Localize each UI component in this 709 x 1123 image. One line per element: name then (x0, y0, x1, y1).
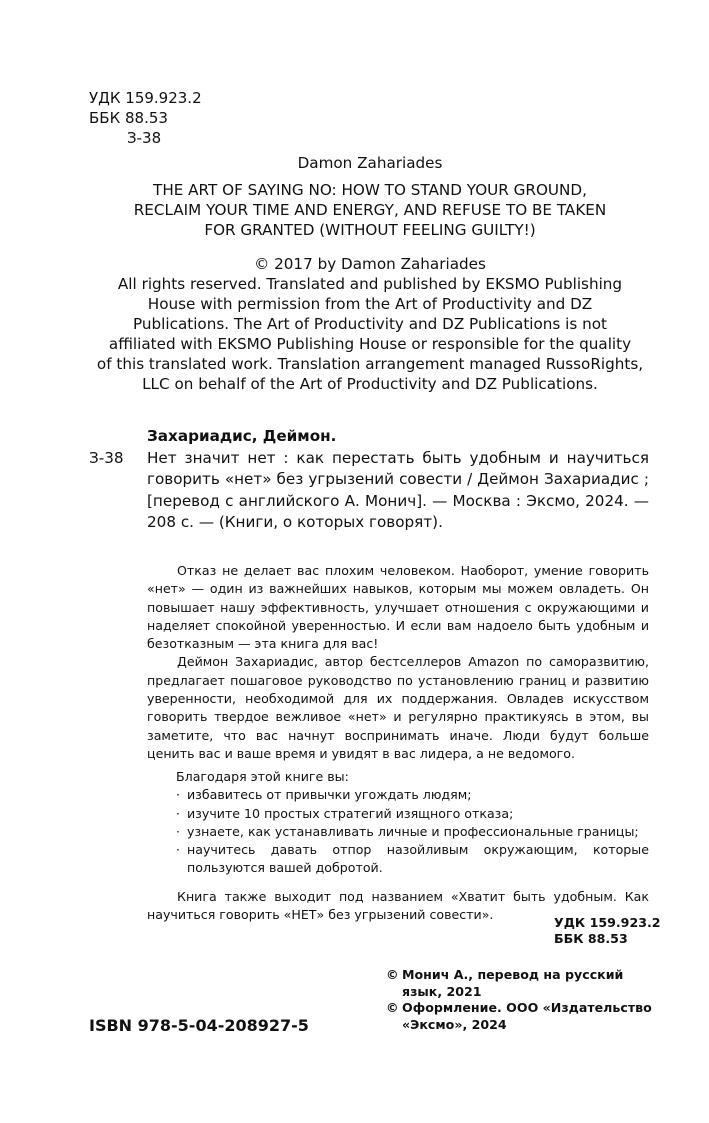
list-item: · узнаете, как устанавливать личные и профессиональные границы; (176, 823, 649, 841)
annotation-paragraph: Отказ не делает вас плохим человеком. Наоборот, умение говорить «нет» — один из важнейших навыков, которым мы можем овладеть. Он повышает нашу эффективность, улучшает отношения с окружающими и наделяет спокойной уверенностью. И если вам надоело быть удобным и безотказным — эта книга для вас! (147, 563, 649, 652)
copyright-line: LLC on behalf of the Art of Productivity and DZ Publications. (142, 375, 598, 393)
copyright-line: House with permission from the Art of Productivity and DZ (147, 295, 593, 313)
original-title-line: THE ART OF SAYING NO: HOW TO STAND YOUR GROUND, (153, 181, 587, 199)
udk-code: УДК 159.923.2 (89, 89, 202, 107)
bbk-code: ББК 88.53 (89, 109, 168, 127)
copyright-line: Publications. The Art of Productivity and DZ Publications is not (133, 315, 607, 333)
original-author: Damon Zahariades (297, 154, 443, 172)
footer-udk: УДК 159.923.2 (554, 915, 661, 930)
annotation-paragraph: Деймон Захариадис, автор бестселлеров Amazon по саморазвитию, предлагает пошаговое руководство по установлению границ и развитию уверенности, необходимой для их поддержания. Овладев искусством говорить твердое вежливое «нет» и регулярно практикуясь в этом, вы заметите, что вас начнут воспринимать иначе. Люди будут больше ценить вас и ваше время и увидят в вас лидера, а не ведомого. (147, 654, 649, 761)
author-mark: З-38 (127, 129, 162, 147)
original-copyright (80, 254, 660, 394)
footer-copyrights (386, 967, 656, 1033)
list-intro: Благодаря этой книге вы: (176, 769, 349, 784)
list-item: · изучите 10 простых стратегий изящного отказа; (176, 805, 649, 823)
bibliographic-record (89, 426, 649, 534)
benefits-list (176, 768, 649, 878)
copyright-translation: © Монич А., перевод на русский язык, 2021 (386, 967, 656, 1000)
original-title-line: FOR GRANTED (WITHOUT FEELING GUILTY!) (204, 221, 536, 239)
copyright-design: © Оформление. ООО «Издательство «Эксмо», 2024 (386, 1000, 656, 1033)
copyright-line: All rights reserved. Translated and published by EKSMO Publishing (117, 275, 623, 293)
copyright-line: affiliated with EKSMO Publishing House or responsible for the quality (108, 335, 632, 353)
classification-codes (89, 88, 202, 148)
record-text: Нет значит нет : как перестать быть удобным и научиться говорить «нет» без угрызений совести / Деймон Захариадис ; [перевод с английского А. Монич]. — Москва : Эксмо, 2024. — 208 с. — (Книги, о которых говорят). (147, 448, 649, 531)
also-published-text: Книга также выходит под названием «Хватит быть удобным. Как научиться говорить «НЕТ» без угрызений совести». (147, 889, 649, 923)
original-title (80, 180, 660, 240)
footer-bbk: ББК 88.53 (554, 931, 628, 946)
annotation (147, 562, 649, 763)
copyright-line: © 2017 by Damon Zahariades (254, 255, 486, 273)
isbn: ISBN 978-5-04-208927-5 (89, 1016, 309, 1035)
original-title-line: RECLAIM YOUR TIME AND ENERGY, AND REFUSE TO BE TAKEN (133, 201, 607, 219)
list-item: · научитесь давать отпор назойливым окружающим, которые пользуются вашей добротой. (176, 841, 649, 878)
copyright-line: of this translated work. Translation arrangement managed RussoRights, (96, 355, 644, 373)
list-item: · избавитесь от привычки угождать людям; (176, 786, 649, 804)
record-mark: З-38 (89, 448, 124, 467)
footer-codes (554, 915, 661, 947)
record-heading: Захариадис, Деймон. (147, 427, 337, 445)
